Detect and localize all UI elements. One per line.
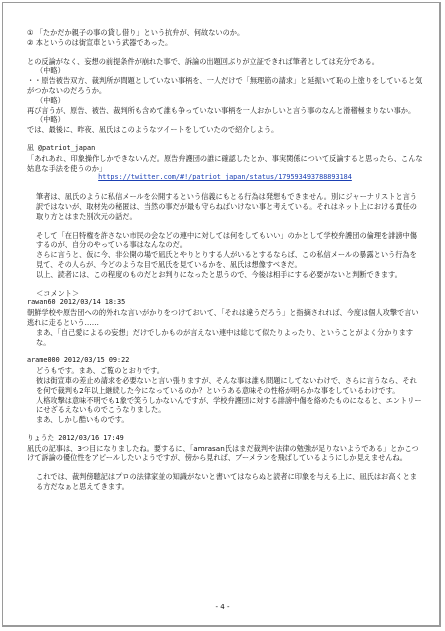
paragraph: では、最後に、昨夜、凪氏はこのようなツイートをしていたので紹介しよう。 [27, 125, 279, 135]
paragraph: そして「在日特権を許さない市民の会などの連中に対しては何をしてもいい」のかとして学校弁護団の倫理を誹謗中傷するのが、自分のやっている事はなんなのだ。 [36, 230, 417, 250]
paragraph: これでは、裁判傍聴記はプロの法律家並の知識がないと書いてはならぬと読者に印象を与える上に、凪氏はお高くとまる方だなぁと思えてきます。 [36, 472, 417, 492]
paragraph: ・・原告被告双方、裁判所が問題としていない事柄を、一人だけで「無理筋の請求」と延振いて恥の上塗りをしていると気がつかないのだろうか。 [27, 76, 423, 95]
list-item: ② 本というのは街宣車という武器であった。 [27, 37, 173, 47]
paragraph: との反論がなく、妄想の前提条件が崩れた事で、訴論の出題回ぶりが立証できれば筆者としては充分である。 [27, 56, 379, 66]
comment-line: 朝鮮学校や原告団への的外れな言いがかりをつけておいて、「それは違うだろう」と指摘されれば、今度は個人攻撃で言い逃れに走るという…… [27, 308, 419, 327]
omission-mark: （中略） [36, 95, 65, 105]
comment-meta: rawan60 2012/03/14 18:35 [27, 298, 126, 307]
omission-mark: （中略） [36, 115, 65, 125]
document-body [27, 28, 423, 492]
paragraph: さらに言うと、仮に今、非公開の場で凪氏とやりとりする人がいるとするならば、この私信メールの暴露という行為を見て、その人らが、今どのような目で凪氏を見ているかを、凪氏は想像すべきだ。 [36, 250, 417, 269]
comments-heading: ＜コメント＞ [36, 288, 80, 298]
comment-line: どうもです。まあ、ご覧のとおりです。 [36, 366, 164, 376]
paragraph: 再び言うが、原告、被告、裁判所も含めて誰も争っていない事柄を一人おかしいと言う事のなんと滑稽極まりない事か。 [27, 105, 416, 115]
tweet-link[interactable]: https://twitter.com/#!/patriot_japan/status/179593493788893184 [98, 173, 352, 182]
comment-line: 彼は街宣車の差止め請求を必要ないと言い張りますが、そんな事は誰も問題にしてないわけで、さらに言うなら、それを何で裁判も2年以上継続した今になっているのか？というある意味その性格が明らかな事をしているわけです。 [36, 375, 417, 395]
comment-line: まあ、しかし酷いものです。 [36, 415, 129, 425]
comment-line: 人格攻撃は意味不明でも1象で笑うしかないんですが、学校弁護団に対する誹謗中傷を絡めたものになると、エントリーにせざるえないものでこうなりました。 [36, 395, 422, 415]
list-item: ① 「たかだか親子の事の貸し借り」という抗弁が、何故ないのか。 [27, 28, 245, 37]
comment-line: まあ、「自己愛によるの妄想」だけでしかものが言えない連中は総じて似たりよったり、ということがよく分かりますな。 [36, 327, 414, 347]
tweet-body: 「あれあれ、印象操作しかできないんだ。原告弁護団の誰に確認したとか、事実関係について反論すると思ったら、こんな姑息な手法を使うのか」 [27, 153, 423, 173]
comment-meta: arame000 2012/03/15 09:22 [27, 356, 130, 365]
paragraph: 筆者は、凪氏のように私信メールを公開するという信義にもとる行為は発想もできません。別にジャーナリストと言う訳ではないが、取材先の秘匿は、当然の事だが最も守らねばいけない事と考えている。それはネット上における責任の取り方とはまた別次元の話だ。 [36, 192, 417, 221]
omission-mark: （中略） [36, 66, 65, 76]
comment-line: 凪氏の記事は、3つ目になりましたね。要するに、「amrasan氏はまだ裁判や法律の勉強が足りないようである」とかこつけて訴論の優位性をアピールしたいようですが、傍から見れば、ブーメランを飛ばしているようにしか見えませんね。 [27, 443, 419, 463]
comment-meta: りょうた 2012/03/16 17:49 [27, 433, 124, 442]
tweet-author: 凪 @patriot_japan [27, 143, 96, 152]
page-number: - 4 - [215, 603, 230, 611]
paragraph: 以上、読者には、この程度のものだとお判りになったと思うので、今後は相手にする必要がないと判断できます。 [36, 269, 402, 279]
